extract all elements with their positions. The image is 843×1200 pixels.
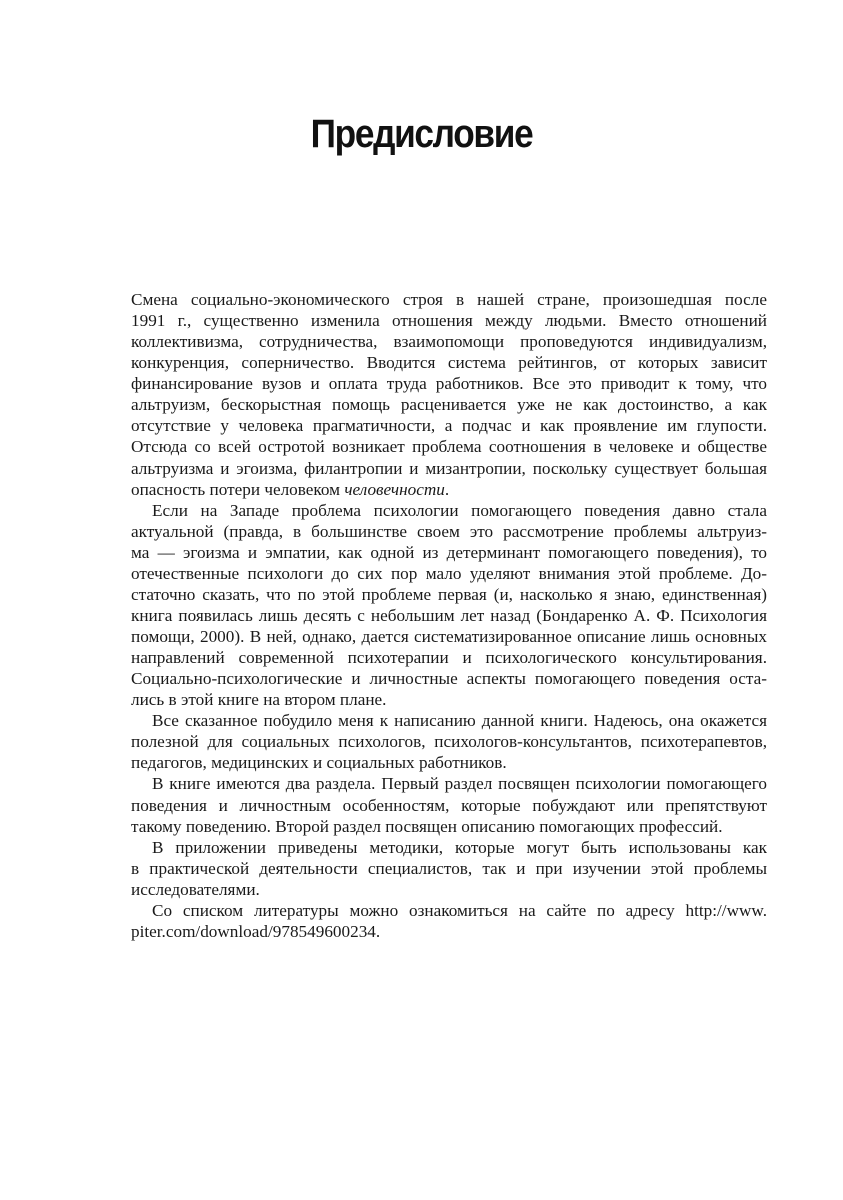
text-line: статочно сказать, что по этой проблеме первая (и, насколько я знаю, единственная)	[131, 584, 767, 604]
text-segment: опасность потери человеком	[131, 479, 345, 499]
text-line: 1991 г., существенно изменила отношения между людьми. Вместо отношений	[131, 311, 767, 331]
text-line	[131, 479, 767, 500]
text-segment: .	[444, 479, 450, 499]
text-line: финансирование вузов и оплата труда работников. Все это приводит к тому, что	[131, 374, 767, 394]
text-line: книга появилась лишь десять с небольшим лет назад (Бондаренко А. Ф. Психология	[131, 605, 767, 625]
text-line: исследователями.	[131, 879, 260, 899]
emphasized-word: человечности	[344, 479, 445, 499]
text-line: Смена социально-экономического строя в нашей стране, произошедшая после	[131, 290, 767, 309]
text-line: Социально-психологические и личностные аспекты помогающего поведения оста-	[131, 669, 767, 689]
text-line: в практической деятельности специалистов, так и при изучении этой проблемы	[131, 858, 767, 878]
text-line: В приложении приведены методики, которые могут быть использованы как	[152, 837, 767, 857]
text-line: Со списком литературы можно ознакомиться на сайте по адресу http://www.	[152, 900, 767, 920]
text-line: ма — эгоизма и эмпатии, как одной из детерминант помогающего поведения), то	[131, 542, 767, 562]
text-line: Отсюда со всей остротой возникает проблема соотношения в человеке и обществе	[131, 437, 767, 457]
text-line: поведения и личностным особенностям, которые побуждают или препятствуют	[131, 795, 767, 815]
text-line: конкуренция, соперничество. Вводится система рейтингов, от которых зависит	[131, 353, 767, 373]
paragraph-2	[131, 500, 767, 711]
text-line: piter.com/download/978549600234.	[131, 921, 381, 941]
text-line: Если на Западе проблема психологии помогающего поведения давно стала	[152, 500, 767, 520]
text-line: актуальной (правда, в большинстве своем это рассмотрение проблемы альтруиз-	[131, 521, 767, 541]
paragraph-1	[131, 289, 767, 500]
text-line: направлений современной психотерапии и психологического консультирования.	[131, 648, 767, 668]
paragraph-5	[131, 837, 767, 900]
paragraph-3	[131, 710, 767, 773]
text-line: В книге имеются два раздела. Первый раздел посвящен психологии помогающего	[152, 774, 767, 794]
text-line: такому поведению. Второй раздел посвящен описанию помогающих профессий.	[131, 816, 723, 836]
text-line: помощи, 2000). В ней, однако, дается систематизированное описание лишь основных	[131, 627, 767, 646]
text-line: отечественные психологи до сих пор мало уделяют внимания этой проблеме. До-	[131, 563, 767, 583]
text-line: лись в этой книге на втором плане.	[131, 690, 387, 710]
text-line: полезной для социальных психологов, психологов-консультантов, психотерапевтов,	[131, 732, 767, 752]
text-line: педагогов, медицинских и социальных работников.	[131, 753, 507, 773]
preface-body	[131, 289, 767, 942]
text-line: альтруизма и эгоизма, филантропии и мизантропии, поскольку существует большая	[131, 458, 767, 478]
text-line: коллективизма, сотрудничества, взаимопомощи проповедуются индивидуализм,	[131, 332, 767, 352]
page-title: Предисловие	[310, 112, 533, 156]
text-line: Все сказанное побудило меня к написанию данной книги. Надеюсь, она окажется	[152, 711, 767, 731]
paragraph-6	[131, 900, 767, 942]
text-line: отсутствие у человека прагматичности, а подчас и как проявление им глупости.	[131, 416, 767, 436]
paragraph-4	[131, 773, 767, 836]
text-line: альтруизм, бескорыстная помощь расценивается уже не как достоинство, а как	[131, 395, 767, 415]
